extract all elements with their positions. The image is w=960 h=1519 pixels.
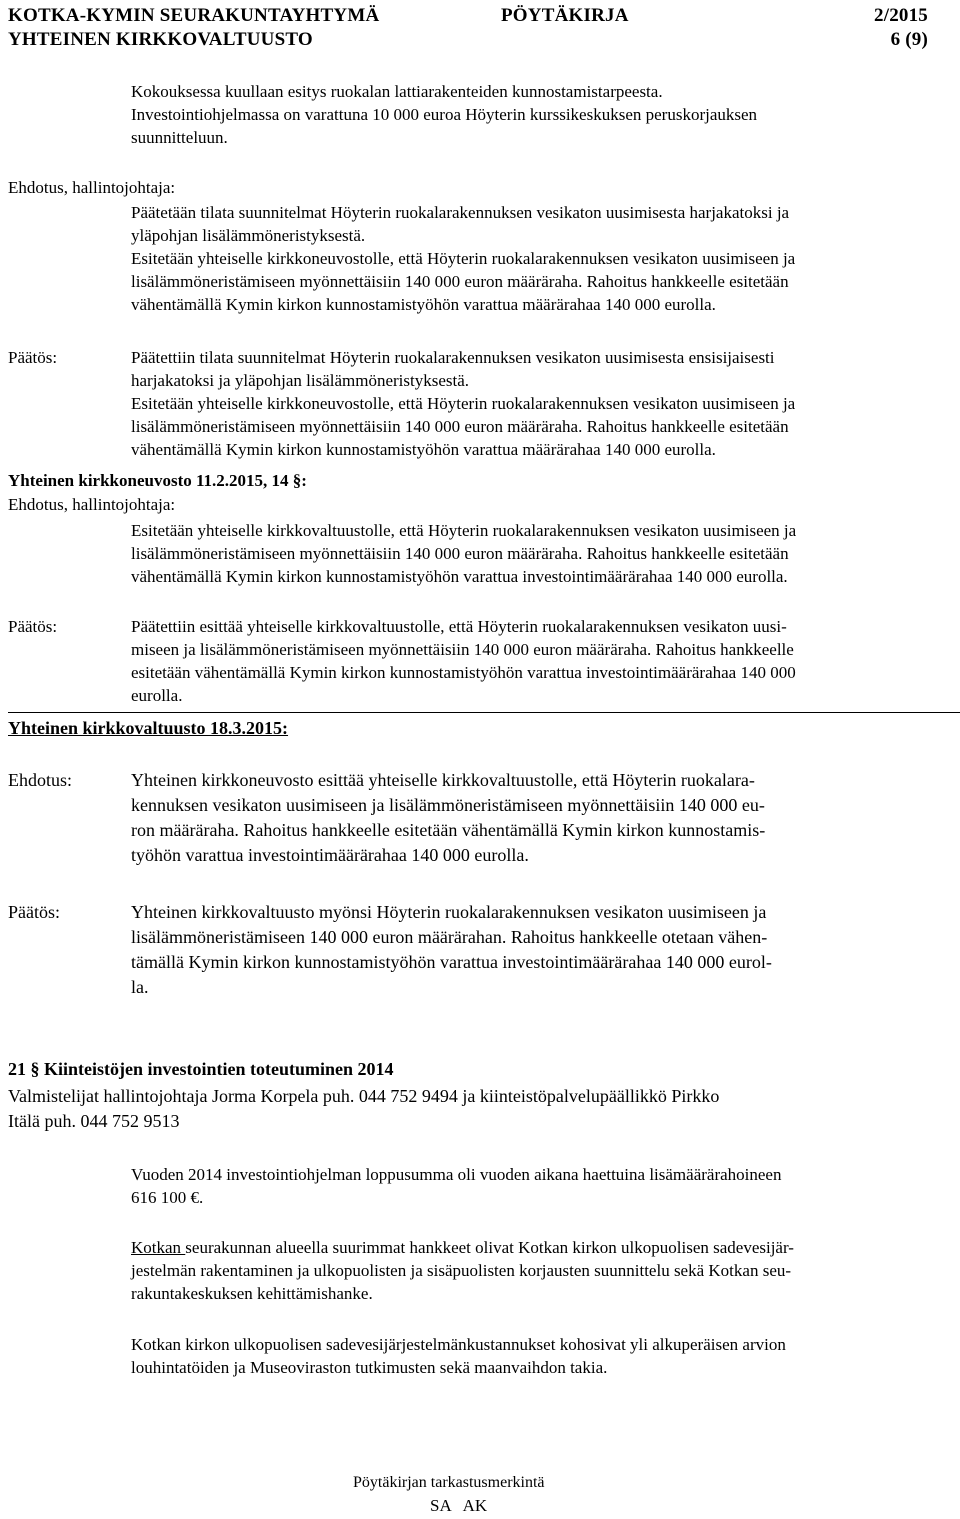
text-line: ron määräraha. Rahoitus hankkeelle esitetään vähentämällä Kymin kirkon kunnostamis- [131,820,766,840]
decision-text [131,346,795,461]
text-line: Itälä puh. 044 752 9513 [8,1111,180,1131]
text-line: esitetään vähentämällä Kymin kirkon kunnostamistyöhön varattua investointimäärärahaa 140 000 [131,663,796,682]
text-line: suunnitteluun. [131,128,228,147]
assembly-decision-text [131,900,772,1000]
council-proposal-text [131,519,796,588]
text-line: lisälämmöneristämiseen 140 000 euron määrärahan. Rahoitus hankkeelle otetaan vähen- [131,927,768,947]
proposal-label: Ehdotus, hallintojohtaja: [8,178,176,197]
text-line: louhintatöiden ja Museoviraston tutkimusten sekä maanvaihdon takia. [131,1358,608,1377]
text-line: Päätettiin esittää yhteiselle kirkkovaltuustolle, että Höyterin ruokalarakennuksen vesikaton uusi- [131,617,787,636]
footer-initials: SA AK [430,1496,488,1515]
text-line: vähentämällä Kymin kirkon kunnostamistyöhön varattua määrärahaa 140 000 eurolla. [131,295,716,314]
text-line: Esitetään yhteiselle kirkkoneuvostolle, että Höyterin ruokalarakennuksen vesikaton uusimiseen ja [131,249,796,268]
text-line: Yhteinen kirkkoneuvosto esittää yhteiselle kirkkovaltuustolle, että Höyterin ruokalara- [131,770,755,790]
text-line: Kotkan kirkon ulkopuolisen sadevesijärjestelmänkustannukset kohosivat yli alkuperäisen arvion [131,1335,786,1354]
text-line: Vuoden 2014 investointiohjelman loppusumma oli vuoden aikana haettuina lisämäärärahoineen [131,1165,782,1184]
council-decision-text [131,615,796,707]
org-name: KOTKA-KYMIN SEURAKUNTAYHTYMÄ [8,5,380,26]
text-line: harjakatoksi ja yläpohjan lisälämmöneristyksestä. [131,371,470,390]
text-line: miseen ja lisälämmöneristämiseen myönnettäisiin 140 000 euron määräraha. Rahoitus hankkeelle [131,640,794,659]
council-proposal-label: Ehdotus, hallintojohtaja: [8,495,176,514]
text-line: lisälämmöneristämiseen myönnettäisiin 140 000 euron määräraha. Rahoitus hankkeelle esitetään [131,272,789,291]
text-line: Kokouksessa kuullaan esitys ruokalan lattiarakenteiden kunnostamistarpeesta. [131,82,663,101]
section-21-heading: 21 § Kiinteistöjen investointien toteutuminen 2014 [8,1059,394,1079]
text-line: la. [131,977,149,997]
text-line: vähentämällä Kymin kirkon kunnostamistyöhön varattua määrärahaa 140 000 eurolla. [131,440,716,459]
text-line: Päätettiin tilata suunnitelmat Höyterin ruokalarakennuksen vesikaton uusimisesta ensisijaisesti [131,348,775,367]
assembly-proposal-label: Ehdotus: [8,770,73,790]
document-type: PÖYTÄKIRJA [501,5,629,26]
intro-paragraph [131,80,757,149]
governing-body: YHTEINEN KIRKKOVALTUUSTO [8,29,313,50]
text-line: Päätetään tilata suunnitelmat Höyterin ruokalarakennuksen vesikaton uusimisesta harjakatoksi ja [131,203,790,222]
preparers-text [8,1084,719,1134]
decision-label: Päätös: [8,348,58,367]
text-line: tämällä Kymin kirkon kunnostamistyöhön varattua investointimäärärahaa 140 000 eurol- [131,952,772,972]
text-line: Esitetään yhteiselle kirkkovaltuustolle, että Höyterin ruokalarakennuksen vesikaton uusimiseen ja [131,521,797,540]
text-line: jestelmän rakentaminen ja ulkopuolisten ja sisäpuolisten korjausten suunnittelu sekä Kotkan seu- [131,1261,792,1280]
text-line: vähentämällä Kymin kirkon kunnostamistyöhön varattua investointimäärärahaa 140 000 eurolla. [131,567,788,586]
text-line: työhön varattua investointimäärärahaa 140 000 eurolla. [131,845,529,865]
text-line: yläpohjan lisälämmöneristyksestä. [131,226,366,245]
assembly-decision-label: Päätös: [8,902,60,922]
assembly-meeting-heading: Yhteinen kirkkovaltuusto 18.3.2015: [8,718,289,738]
text-line: lisälämmöneristämiseen myönnettäisiin 140 000 euron määräraha. Rahoitus hankkeelle esitetään [131,417,789,436]
proposal-text [131,201,795,316]
text-line: Yhteinen kirkkovaltuusto myönsi Höyterin ruokalarakennuksen vesikaton uusimiseen ja [131,902,767,922]
text-fragment: seurakunnan alueella suurimmat hankkeet olivat Kotkan kirkon ulkopuolisen sadevesijär- [185,1238,794,1257]
text-line: Investointiohjelmassa on varattuna 10 000 euroa Höyterin kurssikeskuksen peruskorjauksen [131,105,758,124]
document-number: 2/2015 [874,5,928,26]
text-line: kennuksen vesikaton uusimiseen ja lisälämmöneristämiseen myönnettäisiin 140 000 eu- [131,795,765,815]
stormwater-costs-paragraph [131,1333,786,1379]
section-divider [8,712,960,713]
investment-total-paragraph [131,1163,781,1209]
text-line: Esitetään yhteiselle kirkkoneuvostolle, että Höyterin ruokalarakennuksen vesikaton uusimiseen ja [131,394,796,413]
underlined-word: Kotkan [131,1238,186,1257]
council-meeting-heading: Yhteinen kirkkoneuvosto 11.2.2015, 14 §: [8,471,307,490]
text-line: eurolla. [131,686,183,705]
text-line: Valmistelijat hallintojohtaja Jorma Korpela puh. 044 752 9494 ja kiinteistöpalvelupäällikkö Pirkko [8,1086,720,1106]
text-line: lisälämmöneristämiseen myönnettäisiin 140 000 euron määräraha. Rahoitus hankkeelle esitetään [131,544,789,563]
text-line [131,1236,794,1259]
footer-caption: Pöytäkirjan tarkastusmerkintä [353,1474,545,1491]
text-line: rakuntakeskuksen kehittämishanke. [131,1284,373,1303]
council-decision-label: Päätös: [8,617,58,636]
page-number: 6 (9) [890,29,928,50]
assembly-proposal-text [131,768,765,868]
text-line: 616 100 €. [131,1188,204,1207]
major-projects-paragraph [131,1236,794,1305]
